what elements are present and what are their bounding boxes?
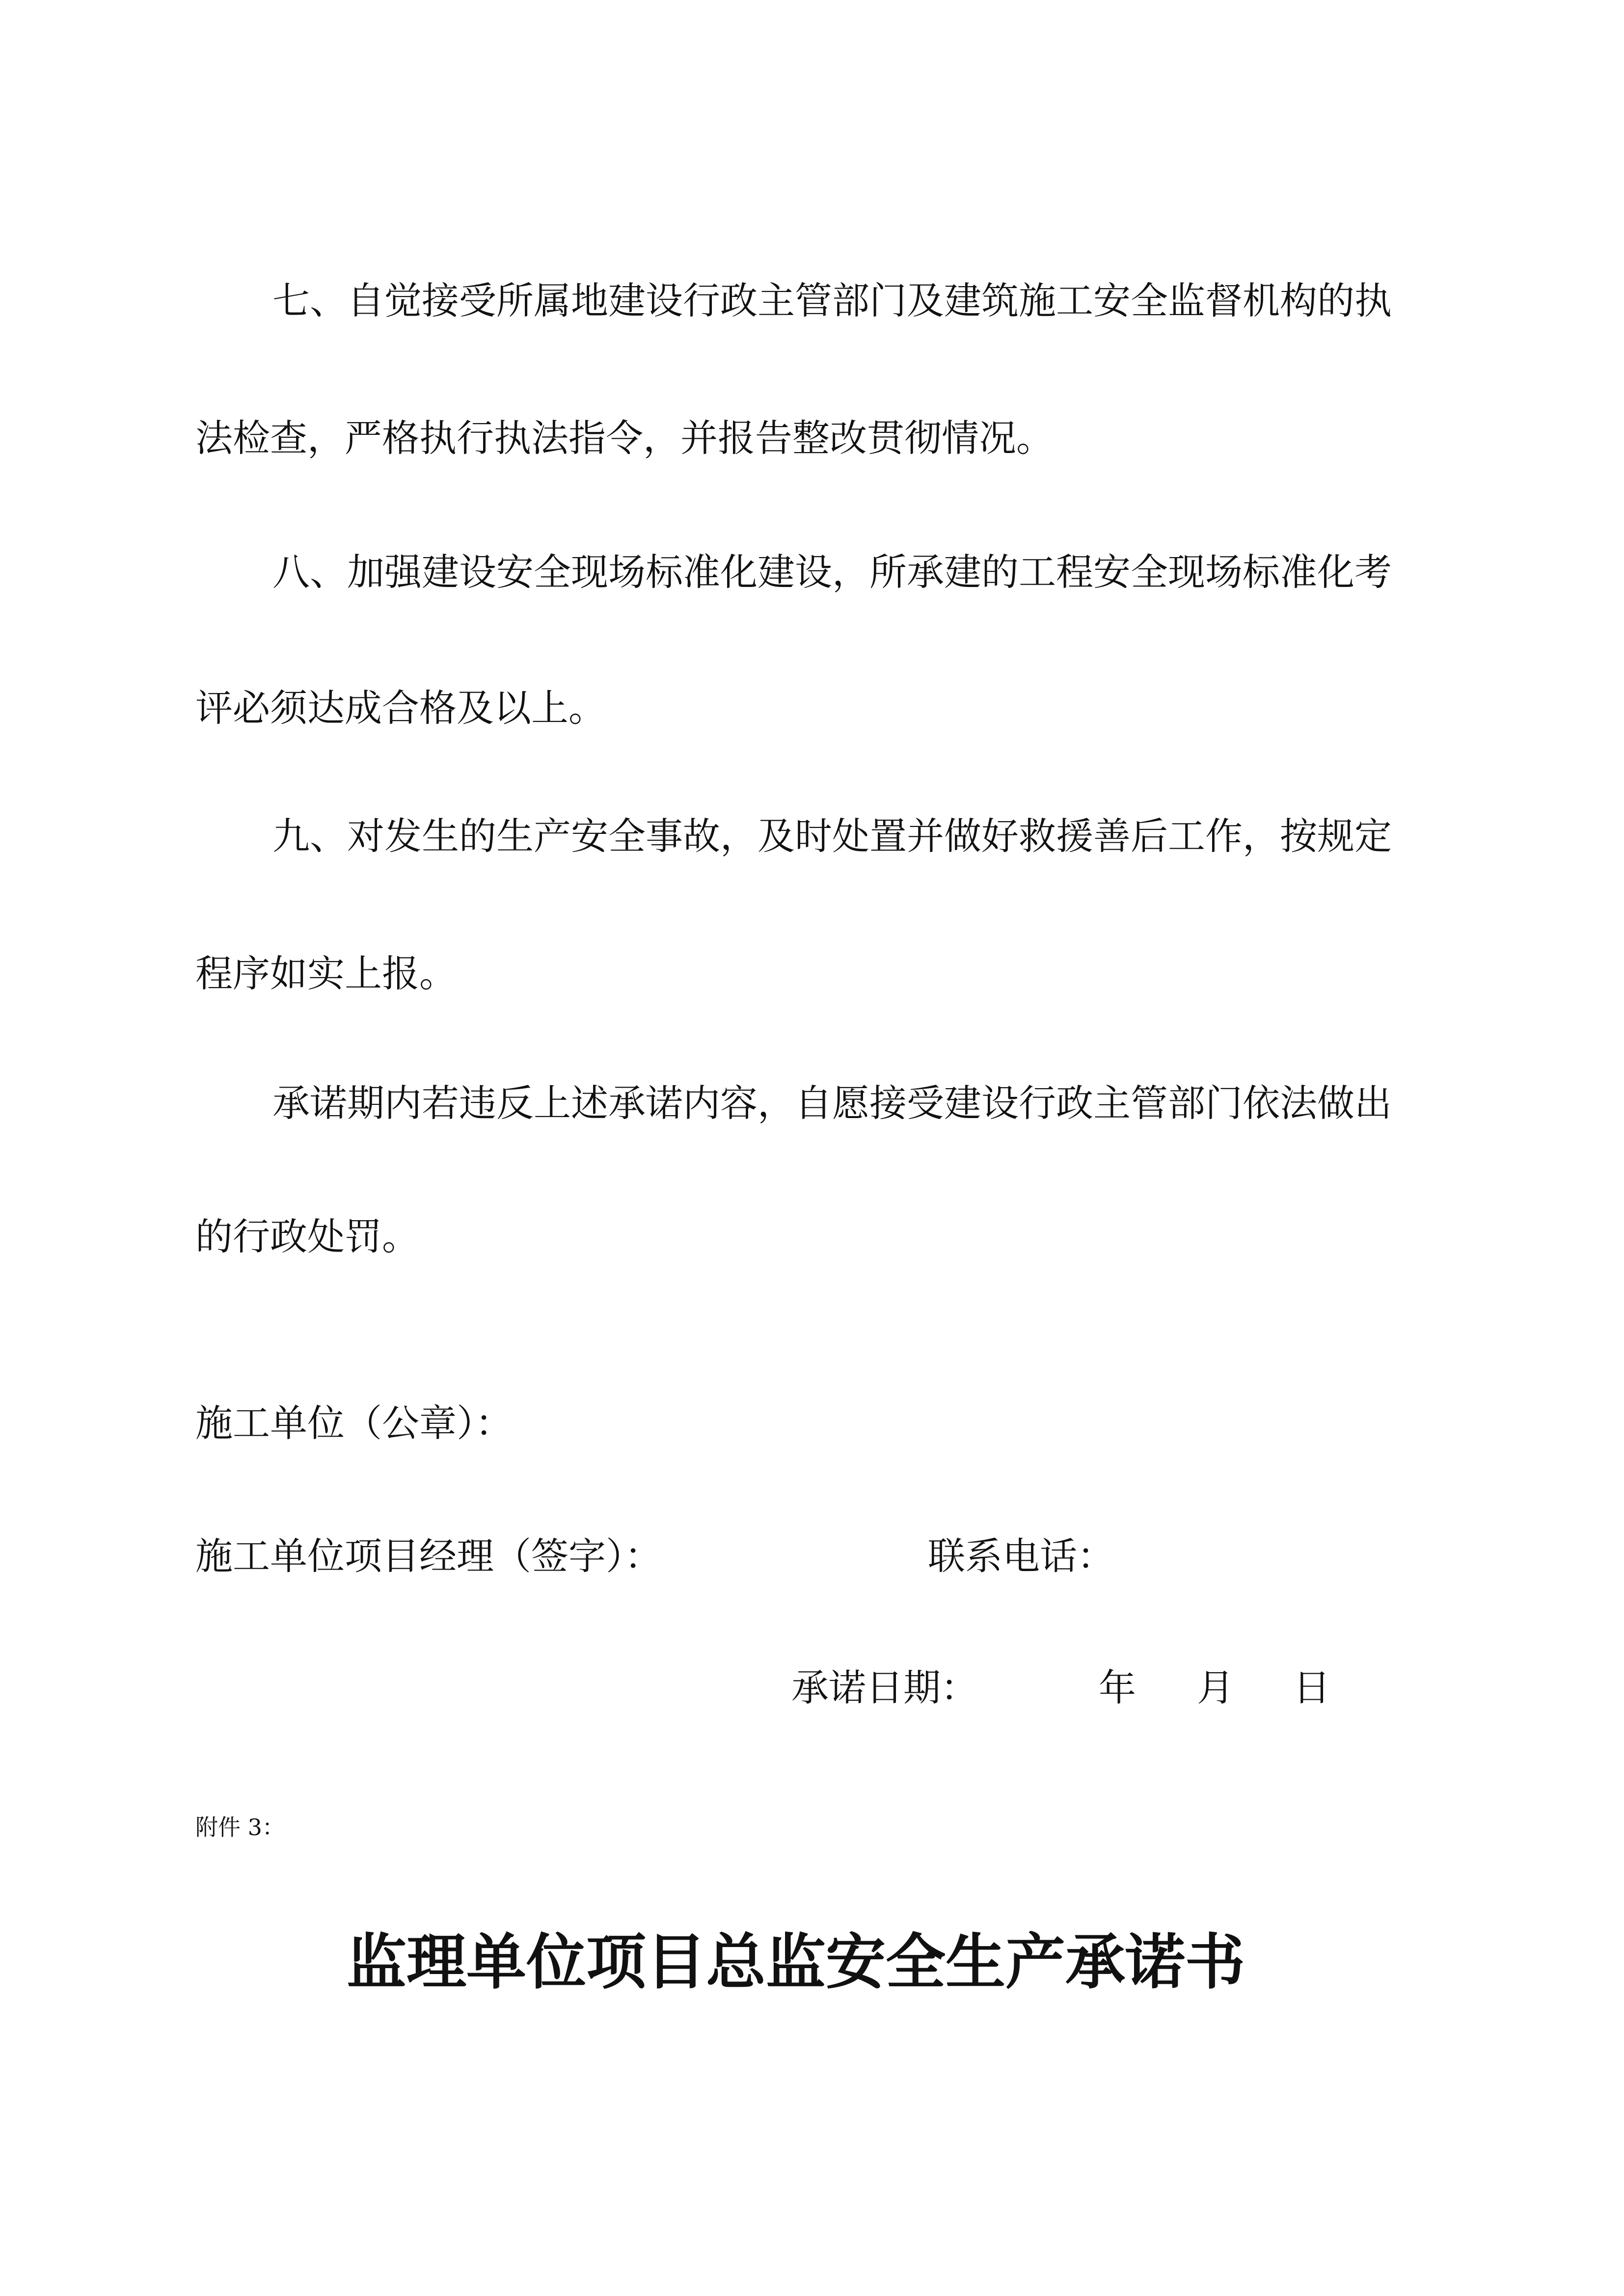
paragraph-9-line-1: 九、对发生的生产安全事故，及时处置并做好救援善后工作，按规定 — [272, 814, 1392, 858]
project-manager-signature-label: 施工单位项目经理（签字）： — [195, 1534, 662, 1578]
paragraph-8-line-1: 八、加强建设安全现场标准化建设，所承建的工程安全现场标准化考 — [272, 550, 1392, 594]
year-label: 年 — [1099, 1666, 1136, 1709]
attachment-label: 附件 3： — [195, 1814, 285, 1841]
supervision-safety-commitment-title: 监理单位项目总监安全生产承诺书 — [347, 1927, 1245, 1997]
paragraph-7-line-2: 法检查，严格执行执法指令，并报告整改贯彻情况。 — [195, 416, 1054, 460]
commitment-paragraph-line-1: 承诺期内若违反上述承诺内容，自愿接受建设行政主管部门依法做出 — [272, 1081, 1392, 1125]
day-label: 日 — [1293, 1666, 1330, 1709]
paragraph-7-line-1: 七、自觉接受所属地建设行政主管部门及建筑施工安全监督机构的执 — [272, 279, 1392, 322]
commitment-paragraph-line-2: 的行政处罚。 — [195, 1215, 419, 1258]
paragraph-8-line-2: 评必须达成合格及以上。 — [195, 686, 606, 730]
company-seal-label: 施工单位（公章）： — [195, 1401, 513, 1445]
phone-label: 联系电话： — [928, 1534, 1114, 1578]
paragraph-9-line-2: 程序如实上报。 — [195, 952, 457, 995]
commitment-date-label: 承诺日期： — [791, 1666, 978, 1709]
month-label: 月 — [1197, 1666, 1234, 1709]
